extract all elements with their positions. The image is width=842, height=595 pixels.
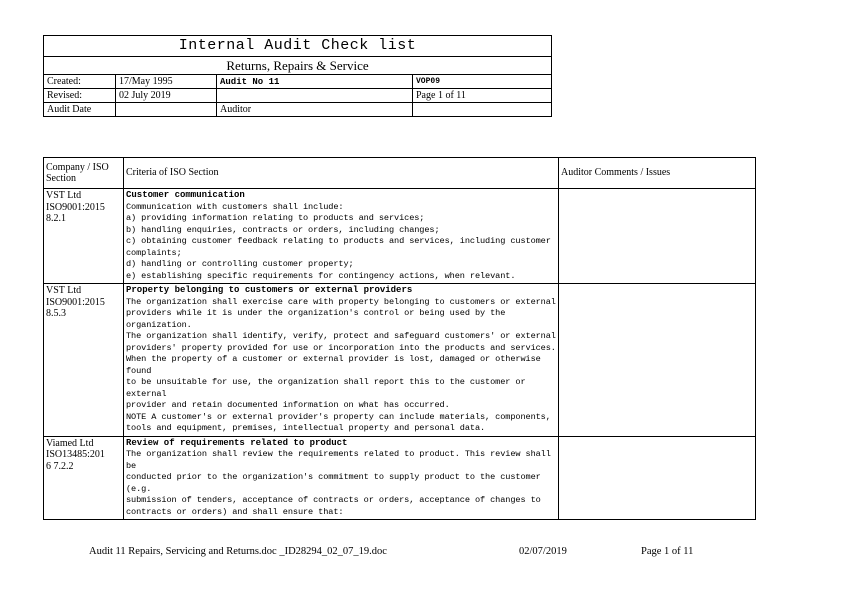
- audit-header-table: [43, 35, 552, 117]
- header-page-number: Page 1 of 11: [413, 89, 552, 103]
- criteria-line: d) handling or controlling customer property;: [126, 259, 354, 269]
- criteria-line: The organization shall identify, verify, protect and safeguard customers' or external: [126, 331, 556, 341]
- auditor-value[interactable]: [413, 103, 552, 117]
- column-header-company: Company / ISO Section: [44, 158, 124, 189]
- criteria-title: Property belonging to customers or external providers: [126, 285, 413, 295]
- table-row: [44, 436, 756, 520]
- criteria-line: The organization shall review the requirements related to product. This review shall be: [126, 449, 551, 471]
- criteria-line: e) establishing specific requirements for contingency actions, when relevant.: [126, 270, 516, 281]
- criteria-line: c) obtaining customer feedback relating to products and services, including customer: [126, 236, 551, 246]
- column-header-comments: Auditor Comments / Issues: [559, 158, 756, 189]
- created-label: Created:: [44, 75, 116, 89]
- criteria-cell: [124, 436, 559, 520]
- criteria-line: The organization shall exercise care with property belonging to customers or external: [126, 296, 556, 307]
- auditor-comments-cell[interactable]: [559, 436, 756, 520]
- company-section-cell: VST Ltd ISO9001:2015 8.2.1: [44, 189, 124, 284]
- criteria-cell: [124, 189, 559, 284]
- criteria-line: NOTE A customer's or external provider's property can include materials, components,: [126, 411, 551, 422]
- criteria-line: complaints;: [126, 247, 182, 258]
- footer-page-number: Page 1 of 11: [641, 546, 694, 557]
- criteria-line: Communication with customers shall include:: [126, 201, 344, 212]
- criteria-line: contracts or orders) and shall ensure that:: [126, 506, 344, 517]
- table-row: [44, 189, 756, 284]
- criteria-line: submission of tenders, acceptance of contracts or orders, acceptance of changes to: [126, 495, 541, 505]
- auditor-comments-cell[interactable]: [559, 284, 756, 437]
- footer-date: 02/07/2019: [519, 546, 567, 557]
- header-row-audit-date: [44, 103, 552, 117]
- company-section-cell: Viamed Ltd ISO13485:201 6 7.2.2: [44, 436, 124, 520]
- revised-value: 02 July 2019: [116, 89, 217, 103]
- audit-date-label: Audit Date: [44, 103, 116, 117]
- footer-filename: Audit 11 Repairs, Servicing and Returns.doc _ID28294_02_07_19.doc: [89, 546, 387, 557]
- auditor-label: Auditor: [217, 103, 413, 117]
- criteria-title: Review of requirements related to product: [126, 437, 348, 448]
- criteria-line: conducted prior to the organization's commitment to supply product to the customer (e.g.: [126, 472, 541, 494]
- audit-date-value[interactable]: [116, 103, 217, 117]
- column-header-criteria: Criteria of ISO Section: [124, 158, 559, 189]
- checklist-header-row: [44, 158, 756, 189]
- checklist-table: [43, 157, 756, 520]
- company-section-cell: VST Ltd ISO9001:2015 8.5.3: [44, 284, 124, 437]
- header-row-revised: [44, 89, 552, 103]
- criteria-line: providers while it is under the organization's control or being used by the organization.: [126, 308, 506, 330]
- criteria-line: providers' property provided for use or incorporation into the products and services.: [126, 342, 556, 353]
- document-subtitle: Returns, Repairs & Service: [44, 57, 552, 75]
- criteria-line: to be unsuitable for use, the organization shall report this to the customer or external: [126, 377, 526, 399]
- criteria-line: b) handling enquiries, contracts or orders, including changes;: [126, 224, 440, 235]
- criteria-line: tools and equipment, premises, intellectual property and personal data.: [126, 423, 486, 433]
- criteria-cell: [124, 284, 559, 437]
- revised-label: Revised:: [44, 89, 116, 103]
- table-row: [44, 284, 756, 437]
- created-value: 17/May 1995: [116, 75, 217, 89]
- revised-empty-cell: [217, 89, 413, 103]
- header-row-created: [44, 75, 552, 89]
- criteria-line: provider and retain documented information on what has occurred.: [126, 400, 450, 410]
- audit-number: Audit No 11: [217, 75, 413, 89]
- criteria-title: Customer communication: [126, 190, 245, 200]
- document-title: Internal Audit Check list: [44, 36, 552, 57]
- criteria-line: When the property of a customer or external provider is lost, damaged or otherwise found: [126, 354, 541, 376]
- criteria-line: a) providing information relating to products and services;: [126, 213, 425, 223]
- document-code: VOP09: [413, 75, 552, 89]
- auditor-comments-cell[interactable]: [559, 189, 756, 284]
